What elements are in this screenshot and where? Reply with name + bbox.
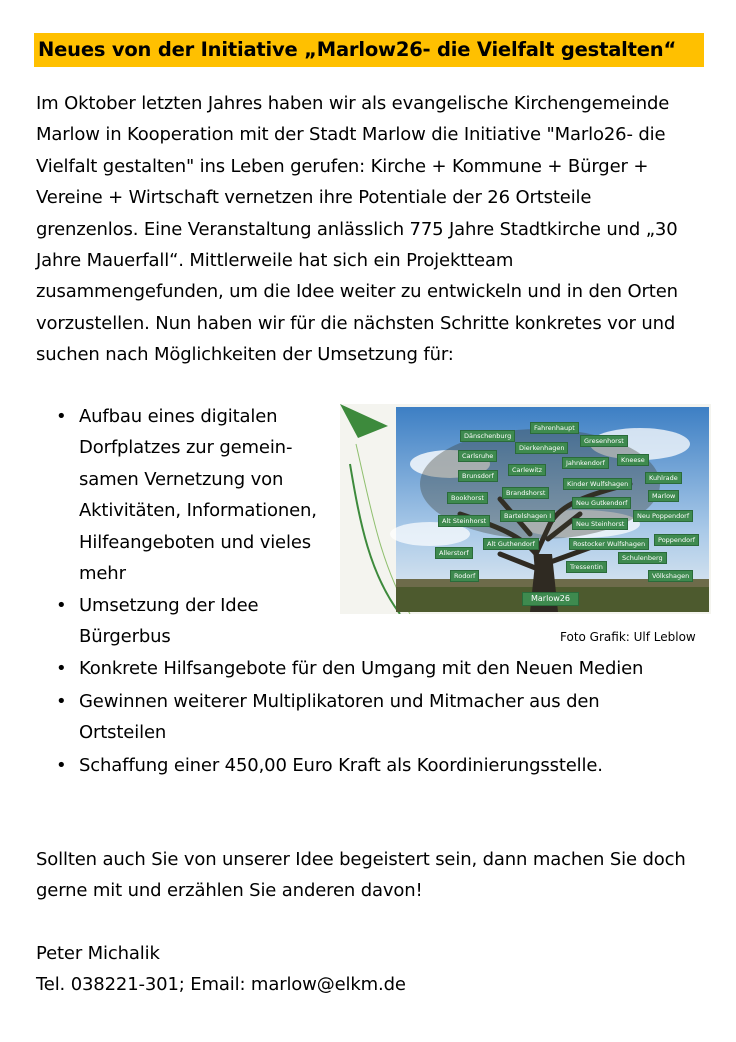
intro-line: Jahre Mauerfall“. Mittlerweile hat sich ein Projektteam xyxy=(36,250,514,272)
list-item-line: samen Vernetzung von xyxy=(79,468,284,490)
tree-label: Dänschenburg xyxy=(460,430,515,442)
list-item-line: Umsetzung der Idee xyxy=(79,595,259,616)
tree-label: Brunsdorf xyxy=(458,470,498,482)
list-item-line: Konkrete Hilfsangebote für den Umgang mit den Neuen Medien xyxy=(79,658,644,679)
tree-label: Marlow xyxy=(648,490,679,502)
list-item-line: Dorfplatzes zur gemein- xyxy=(79,437,293,459)
tree-label: Alt Guthendorf xyxy=(483,538,539,550)
bullet-glyph: • xyxy=(56,755,67,776)
tree-root-label: Marlow26 xyxy=(522,592,579,606)
intro-paragraph xyxy=(36,88,706,371)
tree-label: Dierkenhagen xyxy=(515,442,568,454)
bullet-glyph: • xyxy=(56,595,67,616)
list-item-line: Ortsteilen xyxy=(79,722,167,744)
bullet-glyph: • xyxy=(56,406,67,427)
tree-label: Gresenhorst xyxy=(580,435,628,447)
tree-label: Kneese xyxy=(617,454,649,466)
list-item-line: Aufbau eines digitalen xyxy=(79,406,278,427)
closing-line: gerne mit und erzählen Sie anderen davon! xyxy=(36,880,423,902)
closing-line: Sollten auch Sie von unserer Idee begeistert sein, dann machen Sie doch xyxy=(36,849,686,870)
closing-paragraph xyxy=(36,844,706,907)
intro-line: Vereine + Wirtschaft vernetzen ihre Potentiale der 26 Ortsteile xyxy=(36,187,592,209)
tree-label: Rodorf xyxy=(450,570,479,582)
tree-label: Bookhorst xyxy=(447,492,488,504)
list-item-line: Schaffung einer 450,00 Euro Kraft als Koordinierungsstelle. xyxy=(79,755,603,776)
list-item-line: Gewinnen weiterer Multiplikatoren und Mitmacher aus den xyxy=(79,691,600,712)
tree-label: Rostocker Wulfshagen xyxy=(569,538,649,550)
list-item-line: Bürgerbus xyxy=(79,626,171,648)
tree-label: Kinder Wulfshagen xyxy=(563,478,632,490)
tree-label: Neu Steinhorst xyxy=(572,518,628,530)
intro-line: zusammengefunden, um die Idee weiter zu entwickeln und in den Orten xyxy=(36,281,678,303)
tree-illustration xyxy=(340,404,711,614)
intro-line: grenzenlos. Eine Veranstaltung anlässlich 775 Jahre Stadtkirche und „30 xyxy=(36,218,678,240)
tree-graphic-image xyxy=(340,404,711,614)
tree-label: Völkshagen xyxy=(648,570,693,582)
signature-name: Peter Michalik xyxy=(36,943,160,964)
tree-label: Kuhlrade xyxy=(645,472,682,484)
tree-label: Poppendorf xyxy=(654,534,699,546)
tree-label: Fahrenhaupt xyxy=(530,422,579,434)
tree-label: Allerstorf xyxy=(435,547,473,559)
intro-line: Im Oktober letzten Jahres haben wir als evangelische Kirchengemeinde xyxy=(36,93,670,114)
bullet-glyph: • xyxy=(56,691,67,712)
tree-label: Tressentin xyxy=(566,561,607,573)
tree-label: Bartelshagen I xyxy=(500,510,555,522)
page-title: Neues von der Initiative „Marlow26- die Vielfalt gestalten“ xyxy=(34,33,704,67)
bullet-glyph: • xyxy=(56,658,67,679)
signature-contact: Tel. 038221-301; Email: marlow@elkm.de xyxy=(36,974,406,996)
list-item-line: Aktivitäten, Informationen, xyxy=(79,500,317,522)
tree-label: Jahnkendorf xyxy=(562,457,609,469)
tree-label: Schulenberg xyxy=(618,552,667,564)
figure-caption: Foto Grafik: Ulf Leblow xyxy=(560,630,696,644)
tree-label: Neu Poppendorf xyxy=(633,510,693,522)
intro-line: Vielfalt gestalten" ins Leben gerufen: Kirche + Kommune + Bürger + xyxy=(36,155,649,177)
tree-label: Neu Gutkendorf xyxy=(572,497,631,509)
tree-label: Brandshorst xyxy=(502,487,549,499)
signature-block xyxy=(36,938,706,1001)
intro-line: vorzustellen. Nun haben wir für die nächsten Schritte konkretes vor und xyxy=(36,312,676,334)
intro-line: Marlow in Kooperation mit der Stadt Marlow die Initiative "Marlo26- die xyxy=(36,124,666,146)
tree-label: Alt Steinhorst xyxy=(438,515,490,527)
list-item-line: mehr xyxy=(79,563,126,585)
list-item-line: Hilfeangeboten und vieles xyxy=(79,531,311,553)
tree-label: Carlewitz xyxy=(508,464,546,476)
tree-label: Carlsruhe xyxy=(458,450,497,462)
intro-line: suchen nach Möglichkeiten der Umsetzung für: xyxy=(36,344,454,366)
